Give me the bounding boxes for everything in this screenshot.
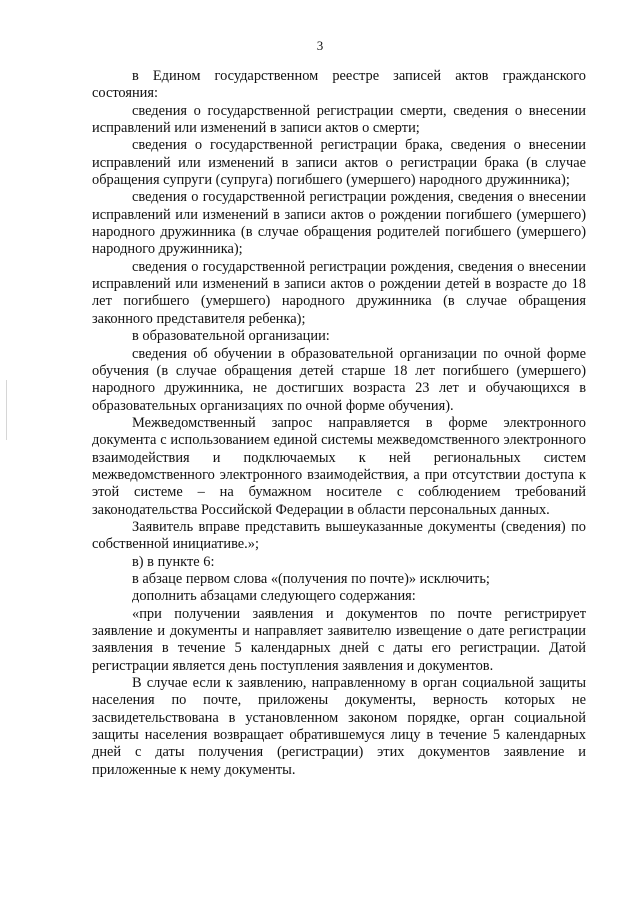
paragraph: сведения о государственной регистрации рождения, сведения о внесении исправлений или изменений в записи актов о рождении погибшего (умершего) народного дружинника (в случае обращения родителей погибшего (умершего) народного дружинника); [92,189,586,258]
paragraph: Межведомственный запрос направляется в форме электронного документа с использованием единой системы межведомственного электронного взаимодействия и подключаемых к ней региональных систем межведомственного электронного взаимодействия, а при отсутствии доступа к этой системе – на бумажном носителе с соблюдением требований законодательства Российской Федерации в области персональных данных. [92,414,586,518]
paragraph: сведения о государственной регистрации рождения, сведения о внесении исправлений или изменений в записи актов о рождении детей в возрасте до 18 лет погибшего (умершего) народного дружинника (в случае обращения законного представителя ребенка); [92,258,586,327]
paragraph: Заявитель вправе представить вышеуказанные документы (сведения) по собственной инициативе.»; [92,518,586,553]
page-number: 3 [316,38,324,53]
paragraph: дополнить абзацами следующего содержания: [132,588,416,605]
paragraph: в образовательной организации: [132,328,330,345]
paragraph: В случае если к заявлению, направленному в орган социальной защиты населения по почте, приложены документы, верность которых не засвидетельствована в установленном законом порядке, орган социальной защиты населения возвращает обратившемуся лицу в течение 5 календарных дней с даты получения (регистрации) этих документов заявление и приложенные к нему документы. [92,675,586,778]
paragraph: сведения о государственной регистрации брака, сведения о внесении исправлений или изменений в записи актов о регистрации брака (в случае обращения супруги (супруга) погибшего (умершего) народного дружинника); [92,137,586,189]
paragraph: в абзаце первом слова «(получения по почте)» исключить; [132,570,490,587]
paragraph: в Едином государственном реестре записей актов гражданского состояния: [92,68,586,102]
paragraph: в) в пункте 6: [132,553,215,570]
document-body [92,68,586,779]
scan-edge-mark [6,380,7,440]
paragraph: сведения об обучении в образовательной организации по очной форме обучения (в случае обращения детей старше 18 лет погибшего (умершего) народного дружинника, не достигших возраста 23 лет и обучающихся в образовательных организациях по очной форме обучения). [92,345,586,414]
paragraph: «при получении заявления и документов по почте регистрирует заявление и документы и направляет заявителю извещение о дате регистрации заявления в течение 5 календарных дней с даты его регистрации. Датой регистрации является день поступления заявления и документов. [92,605,586,674]
paragraph: сведения о государственной регистрации смерти, сведения о внесении исправлений или изменений в записи актов о смерти; [92,102,586,137]
